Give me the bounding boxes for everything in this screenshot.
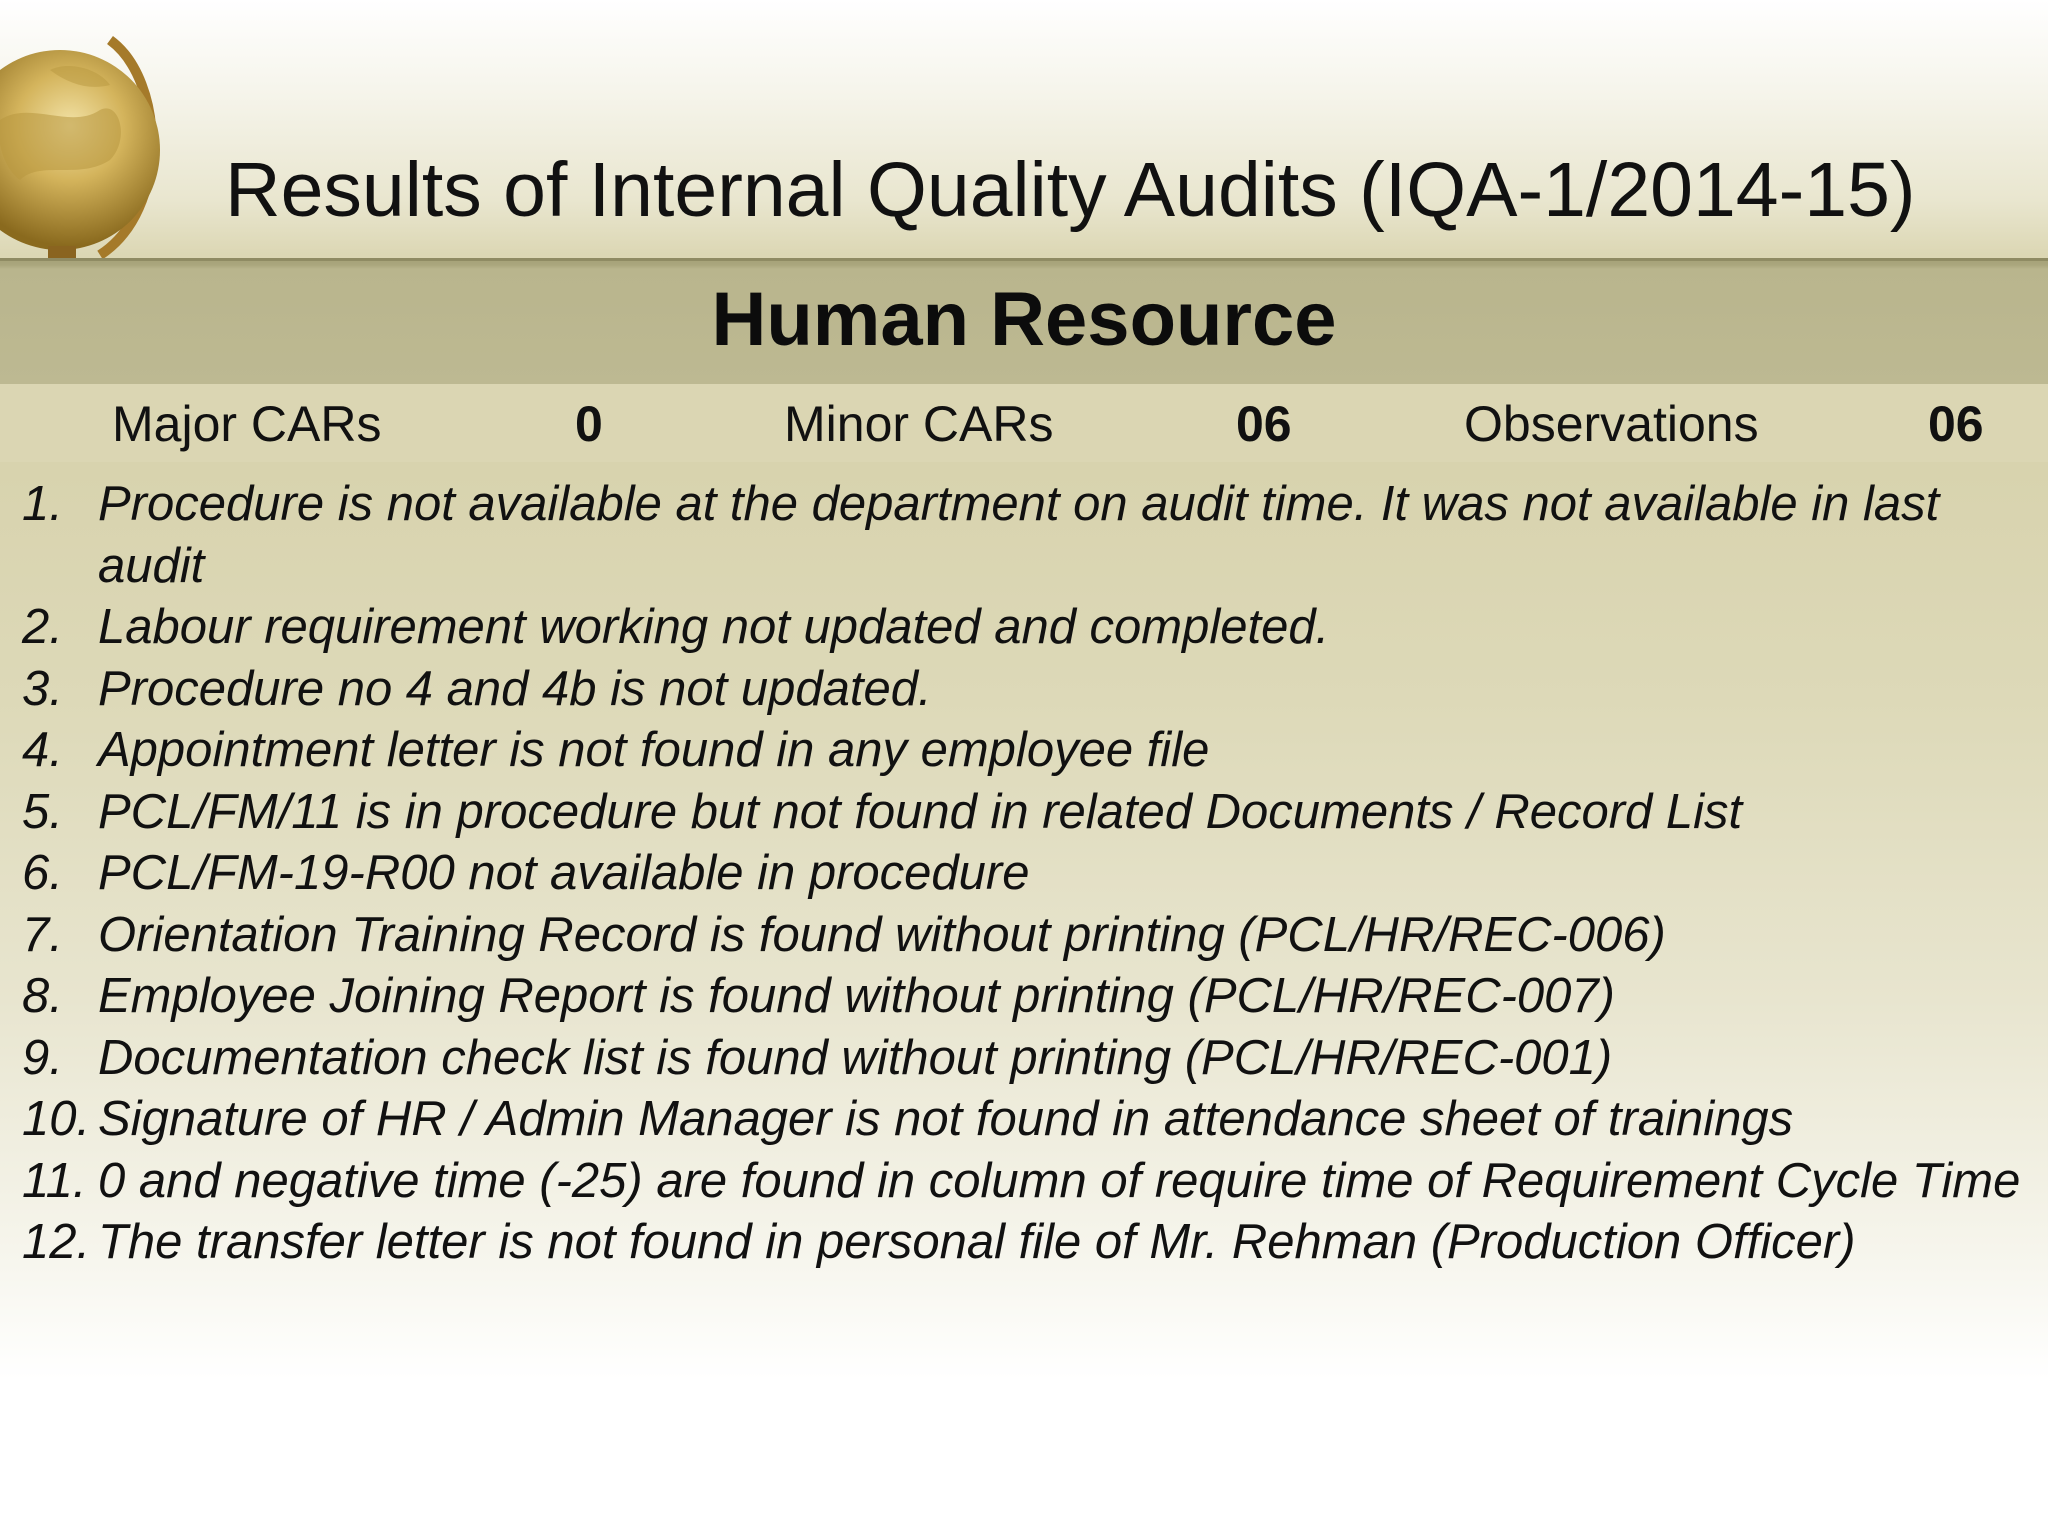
finding-number: 12.	[22, 1215, 91, 1269]
finding-item	[22, 1212, 2032, 1274]
finding-text: Documentation check list is found without printing (PCL/HR/REC-001)	[98, 1030, 1613, 1085]
major-cars-value: 0	[575, 396, 603, 452]
minor-cars-label: Minor CARs	[784, 396, 1054, 452]
finding-item	[22, 782, 2032, 844]
finding-item	[22, 1151, 2032, 1213]
finding-number: 7.	[22, 907, 63, 962]
finding-number: 3.	[22, 661, 63, 716]
finding-text: Appointment letter is not found in any employee file	[98, 723, 1210, 777]
finding-text: Procedure is not available at the department on audit time. It was not available in last audit	[98, 477, 1940, 593]
minor-cars-value: 06	[1236, 396, 1292, 452]
finding-item	[22, 720, 2032, 782]
observations-label: Observations	[1464, 396, 1759, 452]
finding-text: Signature of HR / Admin Manager is not found in attendance sheet of trainings	[98, 1092, 1794, 1146]
finding-text: Labour requirement working not updated and completed.	[98, 600, 1330, 654]
finding-number: 6.	[22, 846, 63, 900]
finding-text: PCL/FM-19-R00 not available in procedure	[98, 846, 1030, 900]
finding-text: PCL/FM/11 is in procedure but not found in related Documents / Record List	[98, 784, 1743, 839]
finding-number: 11.	[22, 1153, 87, 1208]
finding-text: The transfer letter is not found in personal file of Mr. Rehman (Production Officer)	[98, 1215, 1856, 1269]
major-cars-label: Major CARs	[112, 396, 382, 452]
finding-number: 2.	[22, 600, 63, 654]
finding-item	[22, 1028, 2032, 1090]
finding-text: Employee Joining Report is found without printing (PCL/HR/REC-007)	[98, 969, 1615, 1023]
finding-item	[22, 659, 2032, 721]
finding-number: 4.	[22, 723, 63, 777]
finding-item	[22, 905, 2032, 967]
finding-number: 5.	[22, 784, 63, 839]
findings-list	[22, 474, 2032, 1274]
finding-number: 1.	[22, 477, 63, 531]
finding-item	[22, 966, 2032, 1028]
finding-item	[22, 597, 2032, 659]
finding-number: 8.	[22, 969, 63, 1023]
slide-title: Results of Internal Quality Audits (IQA-1/2014-15)	[225, 147, 1916, 233]
finding-number: 10.	[22, 1092, 91, 1146]
finding-text: Procedure no 4 and 4b is not updated.	[98, 661, 932, 716]
finding-text: Orientation Training Record is found without printing (PCL/HR/REC-006)	[98, 907, 1666, 962]
finding-text: 0 and negative time (-25) are found in column of require time of Requirement Cycle Time	[98, 1153, 2021, 1208]
finding-item	[22, 474, 2032, 597]
observations-value: 06	[1928, 396, 1984, 452]
finding-item	[22, 1089, 2032, 1151]
finding-number: 9.	[22, 1030, 63, 1085]
section-heading: Human Resource	[711, 277, 1337, 362]
finding-item	[22, 843, 2032, 905]
